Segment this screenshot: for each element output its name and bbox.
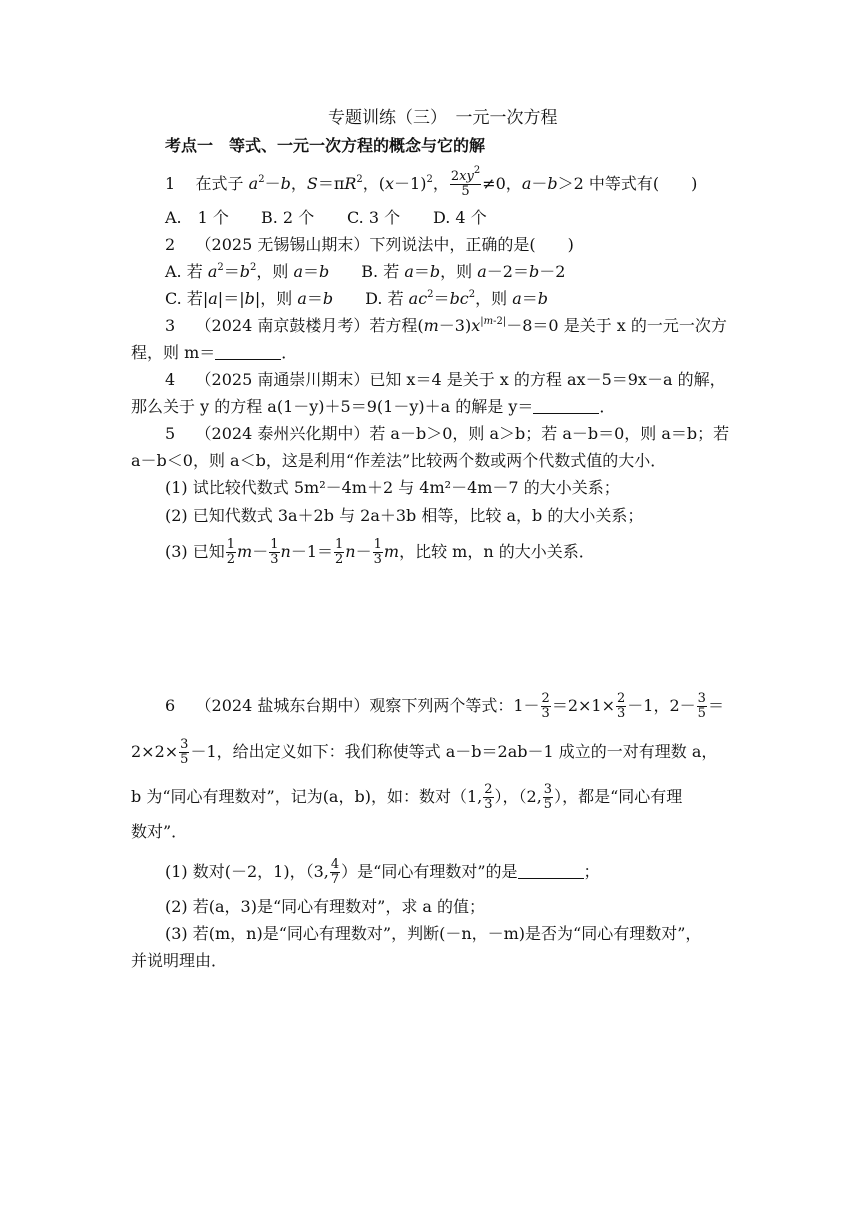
q1-option-c: C. 3 个 (347, 208, 401, 227)
q6-number: 6 (165, 696, 176, 715)
q2-source: （2025 无锡锡山期末） (195, 235, 370, 254)
q6-part-3: (3) 若(m，n)是“同心有理数对”，判断(－n，－m)是否为“同心有理数对”， (165, 924, 702, 943)
q6-answer-blank[interactable] (518, 863, 584, 879)
q1-tail: 中等式有( ) (588, 174, 698, 193)
q2-text: 下列说法中，正确的是( ) (369, 235, 574, 254)
q5-text: 若 a－b＞0，则 a＞b；若 a－b＝0，则 a＝b；若 (369, 424, 730, 443)
q6-line3: b 为“同心有理数对”，记为(a，b)，如：数对（1, $\frac{2}{3}$ ），（2, $\frac{3}{5}$ ），都是“同心有理 (131, 782, 683, 812)
q6-text: 观察下列两个等式： (369, 696, 514, 715)
q3-text2: 是关于 x 的一元一次方 (563, 316, 727, 335)
question-2 (165, 235, 574, 255)
page-title: 专题训练（三） 一元一次方程 (328, 108, 558, 128)
q6-source: （2024 盐城东台期中） (195, 696, 370, 715)
q5-line2: a－b＜0，则 a＜b，这是利用“作差法”比较两个数或两个代数式值的大小． (131, 451, 667, 470)
q2-options-ab: A. 若 $a^2=b^2$，则 a＝b B. 若 a＝b，则 a－2＝b－2 (165, 262, 566, 281)
q3-number: 3 (165, 316, 176, 335)
q5-part-1: (1) 试比较代数式 5m²－4m＋2 与 4m²－4m－7 的大小关系； (165, 478, 620, 497)
question-4 (165, 370, 726, 390)
q5-part-3: (3) 已知 $\frac{1}{2}$ m－ $\frac{1}{3}$ n－1＝ $\frac{1}{2}$ n－ $\frac{1}{3}$ m，比较 m，n 的大小关系． (165, 537, 595, 567)
q1-options (165, 208, 487, 228)
q5-source: （2024 泰州兴化期中） (195, 424, 370, 443)
q1-text: 在式子 (195, 174, 244, 193)
q4-number: 4 (165, 370, 176, 389)
question-6: 6 （2024 盐城东台期中）观察下列两个等式：1－ $\frac{2}{3}$ ＝2×1× $\frac{2}{3}$ －1，2－ $\frac{3}{5}$ ＝ (165, 691, 724, 721)
q4-line2: 那么关于 y 的方程 a(1－y)＋5＝9(1－y)＋a 的解是 y＝ ． (131, 397, 616, 416)
q5-part-2: (2) 已知代数式 3a＋2b 与 2a＋3b 相等，比较 a，b 的大小关系； (165, 506, 644, 525)
q6-part-1: (1) 数对(－2，1)，（3, $\frac{4}{7}$ ）是“同心有理数对”的是 ； (165, 857, 600, 887)
q6-line2: 2×2× $\frac{3}{5}$ －1，给出定义如下：我们称使等式 a－b＝2ab－1 成立的一对有理数 a， (131, 737, 718, 767)
q2-options-cd: C. 若|a|＝|b|，则 a＝b D. 若 $ac^2=bc^2$，则 a＝b (165, 289, 549, 308)
q4-source: （2025 南通崇川期末） (195, 370, 370, 389)
q1-expressions: $a^2-b$，$S=\pi R^2$，$(x-1)^2$， $\frac{2xy^2}{5}$ ≠0，a－b＞2 (248, 165, 589, 199)
q3-source: （2024 南京鼓楼月考） (195, 316, 370, 335)
q3-answer-blank[interactable] (215, 344, 281, 360)
q6-part-3-line2: 并说明理由． (131, 951, 228, 970)
q3-text: 若方程 (369, 316, 418, 335)
q1-option-a: A. 1 个 (165, 208, 229, 227)
q4-text: 已知 x＝4 是关于 x 的方程 ax－5＝9x－a 的解， (369, 370, 726, 389)
q2-number: 2 (165, 235, 176, 254)
q6-part-2: (2) 若(a，3)是“同心有理数对”，求 a 的值； (165, 897, 486, 916)
question-1 (165, 165, 698, 199)
question-3: 3 （2024 南京鼓楼月考）若方程$(m-3)x^{|m-2|}-8=0$ 是关于 x 的一元一次方 (165, 316, 727, 335)
q5-number: 5 (165, 424, 176, 443)
question-5 (165, 424, 729, 444)
section-heading: 考点一 等式、一元一次方程的概念与它的解 (165, 136, 486, 155)
q3-line2: 程，则 m＝ ． (131, 343, 298, 362)
q1-number: 1 (165, 174, 176, 193)
q1-option-d: D. 4 个 (433, 208, 487, 227)
q6-line4: 数对”． (131, 822, 188, 841)
q4-answer-blank[interactable] (533, 398, 599, 414)
q1-option-b: B. 2 个 (261, 208, 315, 227)
